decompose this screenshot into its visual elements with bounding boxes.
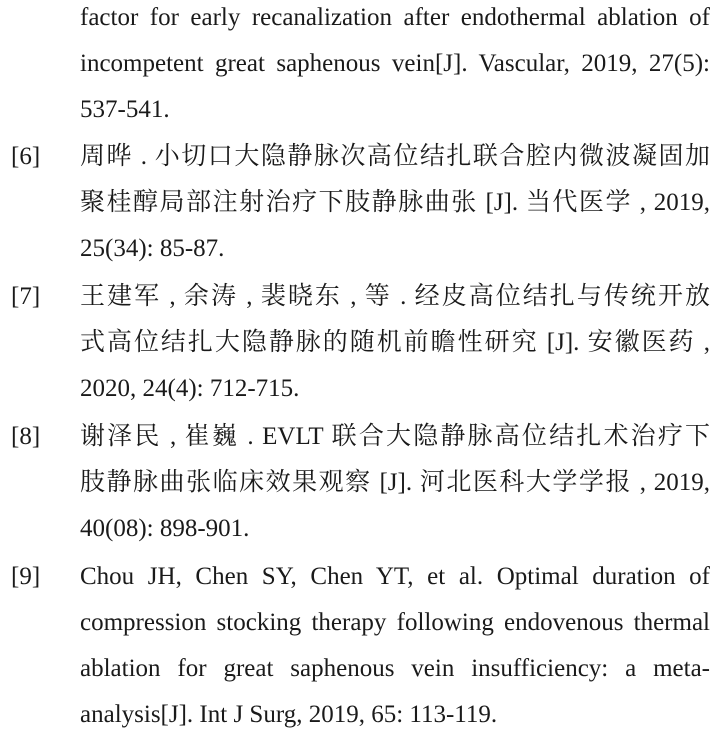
- reference-line: compression stocking therapy following endovenous thermal: [80, 609, 710, 636]
- reference-line: factor for early recanalization after endothermal ablation of: [80, 4, 710, 31]
- reference-line: 周晔 . 小切口大隐静脉次高位结扎联合腔内微波凝固加: [80, 143, 710, 170]
- reference-line: 聚桂醇局部注射治疗下肢静脉曲张 [J]. 当代医学 , 2019,: [80, 189, 710, 216]
- reference-text: [80, 0, 710, 133]
- reference-number: [9]: [11, 563, 41, 590]
- reference-number: [7]: [11, 283, 41, 310]
- reference-text: [80, 414, 710, 552]
- reference-line: 肢静脉曲张临床效果观察 [J]. 河北医科大学学报 , 2019,: [80, 469, 710, 496]
- reference-line: Chou JH, Chen SY, Chen YT, et al. Optimal duration of: [80, 563, 710, 590]
- reference-line: ablation for great saphenous vein insufficiency: a meta-: [80, 655, 710, 682]
- reference-line: 式高位结扎大隐静脉的随机前瞻性研究 [J]. 安徽医药 ,: [80, 329, 710, 356]
- reference-line: 537-541.: [80, 96, 170, 123]
- reference-line: 25(34): 85-87.: [80, 235, 225, 262]
- reference-line: incompetent great saphenous vein[J]. Vascular, 2019, 27(5):: [80, 50, 710, 77]
- reference-text: [80, 554, 710, 738]
- reference-line: 谢泽民 , 崔巍 . EVLT 联合大隐静脉高位结扎术治疗下: [80, 423, 710, 450]
- reference-number: [8]: [11, 423, 41, 450]
- reference-line: 王建军 , 余涛 , 裴晓东 , 等 . 经皮高位结扎与传统开放: [80, 283, 710, 310]
- reference-text: [80, 274, 710, 412]
- reference-text: [80, 134, 710, 272]
- reference-line: 40(08): 898-901.: [80, 515, 250, 542]
- reference-line: analysis[J]. Int J Surg, 2019, 65: 113-119.: [80, 701, 498, 728]
- reference-line: 2020, 24(4): 712-715.: [80, 375, 300, 402]
- reference-number: [6]: [11, 143, 41, 170]
